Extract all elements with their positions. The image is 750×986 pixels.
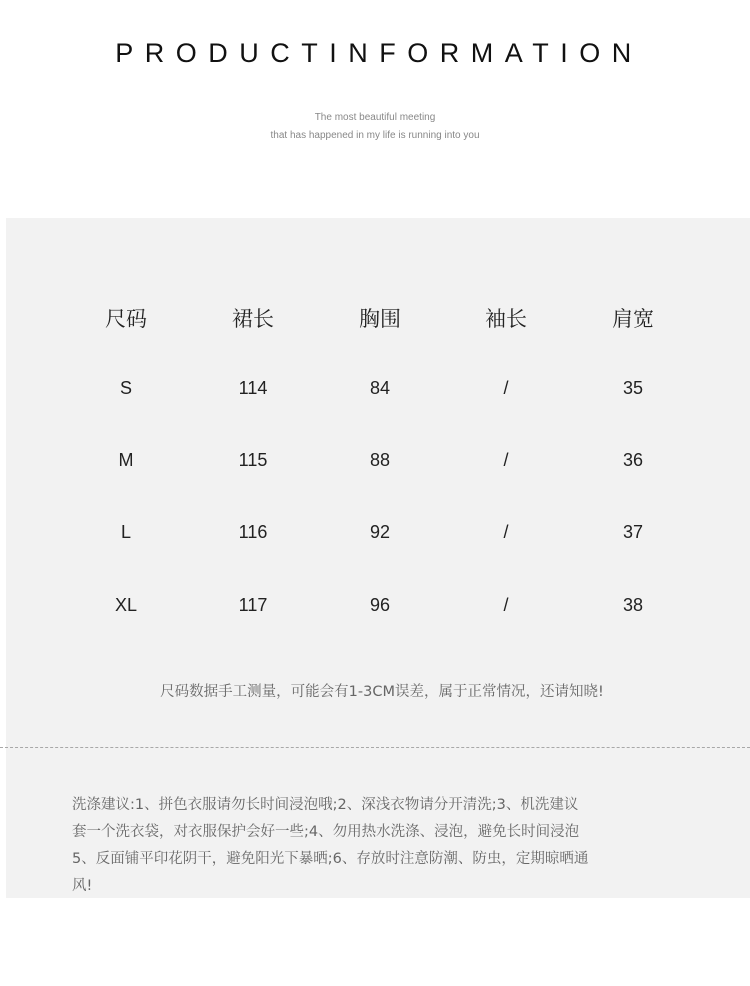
table-cell: 117 [238,595,268,615]
dashed-divider [0,747,750,748]
care-line: 风! [72,878,93,894]
column-header-length: 裙长 [232,308,274,331]
table-cell: 96 [369,595,391,615]
measurement-note: 尺码数据手工测量，可能会有1-3CM误差，属于正常情况，还请知晓! [160,684,604,700]
table-cell: 37 [622,522,644,542]
table-cell: / [503,450,509,470]
column-header-shoulder: 肩宽 [612,308,654,331]
table-cell: 92 [369,522,391,542]
table-cell: 116 [238,522,268,542]
column-header-size: 尺码 [105,308,147,331]
column-header-bust: 胸围 [359,308,401,331]
table-cell: 84 [369,378,391,398]
table-cell: / [503,595,509,615]
table-cell: 114 [238,378,268,398]
page-title: PRODUCTINFORMATION [115,38,643,68]
subtitle-line-1: The most beautiful meeting [314,112,436,123]
column-header-sleeve: 袖长 [485,308,527,331]
table-cell: 88 [369,450,391,470]
table-cell: 36 [622,450,644,470]
table-cell: 115 [238,450,268,470]
table-cell: / [503,378,509,398]
table-cell: XL [114,595,138,615]
subtitle-line-2: that has happened in my life is running into you [270,130,480,141]
table-cell: S [119,378,132,398]
table-cell: 35 [622,378,644,398]
table-cell: L [120,522,131,542]
care-instructions [72,792,642,900]
table-cell: / [503,522,509,542]
care-line: 5、反面铺平印花阴干，避免阳光下暴晒;6、存放时注意防潮、防虫，定期晾晒通 [72,851,589,867]
table-cell: M [118,450,134,470]
table-cell: 38 [622,595,644,615]
care-line: 洗涤建议:1、拼色衣服请勿长时间浸泡哦;2、深浅衣物请分开清洗;3、机洗建议 [72,797,579,813]
care-line: 套一个洗衣袋，对衣服保护会好一些;4、勿用热水洗涤、浸泡，避免长时间浸泡 [72,824,580,840]
